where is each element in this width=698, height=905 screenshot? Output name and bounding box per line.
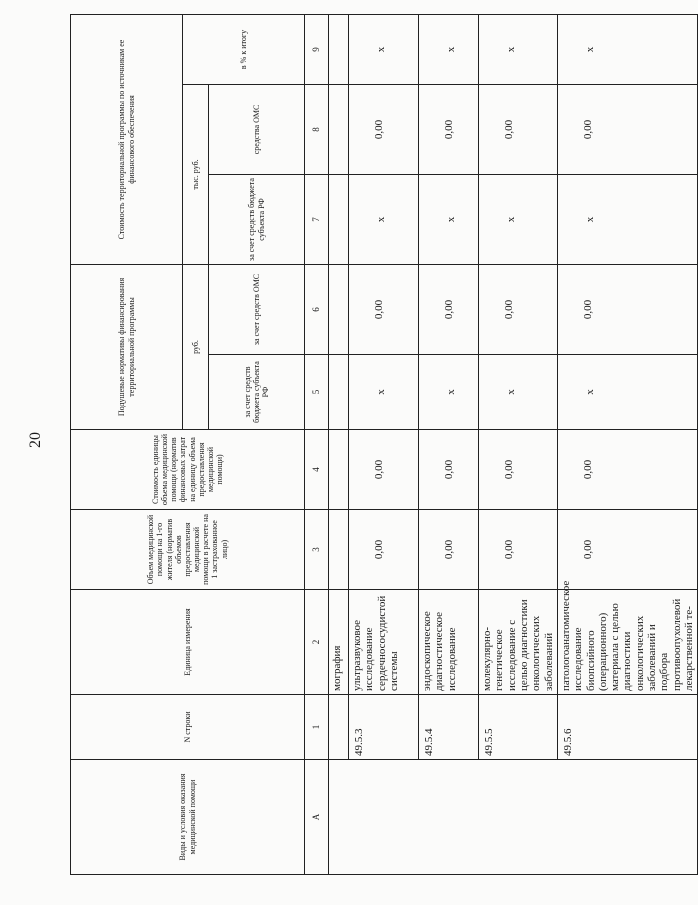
oms-normative-cell: 0,00 (349, 264, 419, 354)
volume-cell: 0,00 (557, 510, 697, 590)
budget-cost-cell: х (557, 174, 697, 264)
header-unit-thousand: тыс. руб. (183, 84, 209, 264)
column-number: 3 (305, 510, 329, 590)
header-budget-normative: за счет средств бюджета субъекта РФ (209, 355, 305, 430)
budget-normative-cell: х (349, 355, 419, 430)
header-unit-rub: руб. (183, 264, 209, 429)
table-row (479, 14, 558, 874)
header-unit-cost: Стоимость единицы объема медицинской помощи (норматив финансовых затрат на единицу объема предоставления медицинской помощи) (71, 430, 305, 510)
unit-cost-cell: 0,00 (557, 430, 697, 510)
column-number: А (305, 760, 329, 875)
kind-cell (329, 760, 698, 875)
column-number: 1 (305, 695, 329, 760)
budget-normative-cell: х (557, 355, 697, 430)
unit-cell: мография (329, 590, 349, 695)
column-number-row (305, 14, 329, 874)
oms-normative-cell: 0,00 (479, 264, 558, 354)
column-number: 6 (305, 264, 329, 354)
rotated-table-container (70, 15, 695, 875)
unit-cell: эндоскопическое диагностическое исследование (419, 590, 479, 695)
volume-cell: 0,00 (479, 510, 558, 590)
header-oms-normative: за счет средств ОМС (209, 264, 305, 354)
budget-cost-cell: х (479, 174, 558, 264)
percent-cell: х (419, 14, 479, 84)
unit-cell: молекулярно-генетическое исследование с целью диагностики онкологических заболеваний (479, 590, 558, 695)
column-number: 8 (305, 84, 329, 174)
row-number: 49.5.5 (479, 695, 558, 760)
budget-cost-cell: х (349, 174, 419, 264)
oms-cost-cell: 0,00 (479, 84, 558, 174)
oms-cost-cell: 0,00 (557, 84, 697, 174)
oms-cost-cell: 0,00 (349, 84, 419, 174)
table-row (557, 14, 697, 874)
row-number (329, 695, 349, 760)
budget-cost-cell (329, 174, 349, 264)
budget-cost-cell: х (419, 174, 479, 264)
unit-cell: ультразвуковое исследование сердечнососудистой системы (349, 590, 419, 695)
oms-normative-cell: 0,00 (419, 264, 479, 354)
volume-cell (329, 510, 349, 590)
unit-cell: патологоанатомическое исследование биопсийного (операционного) материала с целью диагностики онкологических заболеваний и подбора противоопухолевой лекарственной те- (557, 590, 697, 695)
percent-cell: х (557, 14, 697, 84)
budget-normative-cell: х (479, 355, 558, 430)
header-kind: Виды и условия оказания медицинской помощи (71, 760, 305, 875)
table-row (419, 14, 479, 874)
unit-cost-cell: 0,00 (349, 430, 419, 510)
percent-cell: х (349, 14, 419, 84)
row-number: 49.5.4 (419, 695, 479, 760)
header-row-number: N строки (71, 695, 305, 760)
oms-normative-cell: 0,00 (557, 264, 697, 354)
header-normatives-group: Подушевые нормативы финансирования территориальной программы (71, 264, 183, 429)
row-number: 49.5.6 (557, 695, 697, 760)
oms-normative-cell (329, 264, 349, 354)
header-oms-cost: средства ОМС (209, 84, 305, 174)
percent-cell (329, 14, 349, 84)
column-number: 7 (305, 174, 329, 264)
page-number: 20 (27, 432, 44, 448)
volume-cell: 0,00 (349, 510, 419, 590)
table-row (329, 14, 349, 874)
header-budget-cost: за счет средств бюджета субъекта РФ (209, 174, 305, 264)
unit-cost-cell: 0,00 (419, 430, 479, 510)
header-percent: в % к итогу (183, 14, 305, 84)
column-number: 9 (305, 14, 329, 84)
budget-normative-cell (329, 355, 349, 430)
row-number: 49.5.3 (349, 695, 419, 760)
oms-cost-cell (329, 84, 349, 174)
unit-cost-cell: 0,00 (479, 430, 558, 510)
table-row (349, 14, 419, 874)
oms-cost-cell: 0,00 (419, 84, 479, 174)
budget-normative-cell: х (419, 355, 479, 430)
percent-cell: х (479, 14, 558, 84)
header-unit: Единица измерения (71, 590, 305, 695)
unit-cost-cell (329, 430, 349, 510)
column-number: 2 (305, 590, 329, 695)
volume-cell: 0,00 (419, 510, 479, 590)
program-cost-table (70, 14, 698, 875)
header-volume: Объем медицинской помощи на 1-го жителя (норматив объемов предоставления медицинской помощи в расчете на 1 застрахованное лицо) (71, 510, 305, 590)
column-number: 5 (305, 355, 329, 430)
column-number: 4 (305, 430, 329, 510)
header-cost-group: Стоимость территориальной программы по источникам ее финансового обеспечения (71, 14, 183, 264)
